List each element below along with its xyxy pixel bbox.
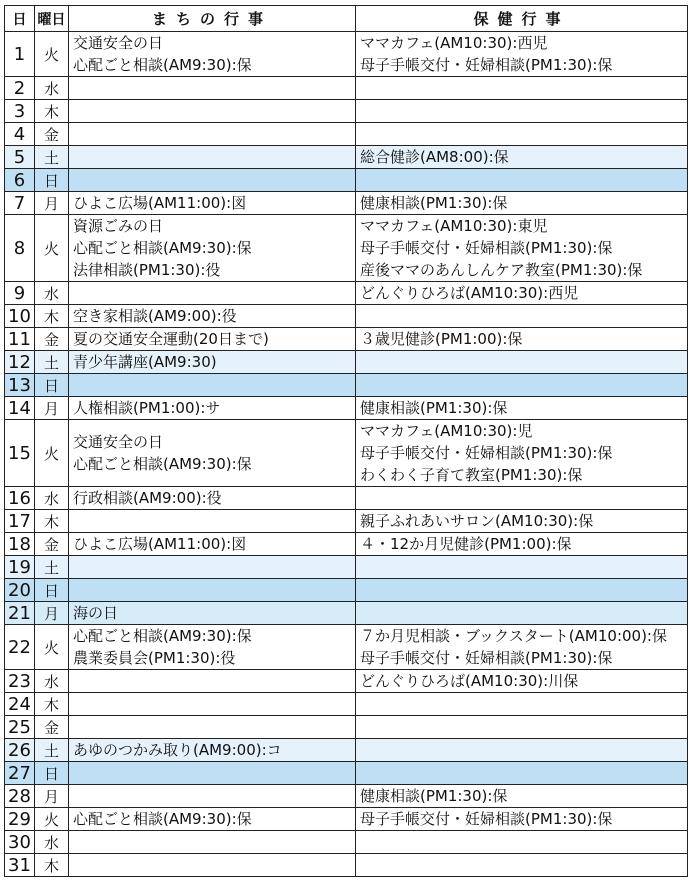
weekday: 日 <box>35 169 69 192</box>
town-event: 夏の交通安全運動(20日まで) <box>73 330 269 348</box>
health-event: 母子手帳交付・妊婦相談(PM1:30):保 <box>360 56 613 74</box>
town-events-cell <box>69 693 356 716</box>
day-number: 29 <box>5 808 35 831</box>
day-number: 8 <box>5 215 35 282</box>
health-events-cell <box>356 100 688 123</box>
weekday: 金 <box>35 716 69 739</box>
day-number: 26 <box>5 739 35 762</box>
town-event: 心配ごと相談(AM9:30):保 <box>73 627 252 645</box>
town-event: 法律相談(PM1:30):役 <box>73 261 221 279</box>
health-events-cell <box>356 397 688 420</box>
weekday: 火 <box>35 625 69 670</box>
day-number: 1 <box>5 32 35 77</box>
health-events-cell <box>356 146 688 169</box>
health-events-cell <box>356 305 688 328</box>
health-events-cell <box>356 328 688 351</box>
weekday: 日 <box>35 579 69 602</box>
weekday: 水 <box>35 487 69 510</box>
table-header <box>5 6 688 32</box>
town-event: 心配ごと相談(AM9:30):保 <box>73 56 252 74</box>
day-number: 7 <box>5 192 35 215</box>
health-events-cell <box>356 282 688 305</box>
day-number: 17 <box>5 510 35 533</box>
town-event: ひよこ広場(AM11:00):図 <box>73 535 247 553</box>
health-events-cell <box>356 192 688 215</box>
health-event: わくわく子育て教室(PM1:30):保 <box>360 466 583 484</box>
day-number: 3 <box>5 100 35 123</box>
header-town-events: まちの行事 <box>69 6 356 32</box>
health-events-cell <box>356 32 688 77</box>
health-event: ママカフェ(AM10:30):児 <box>360 422 533 440</box>
town-events-cell <box>69 397 356 420</box>
weekday: 月 <box>35 192 69 215</box>
weekday: 木 <box>35 693 69 716</box>
day-number: 12 <box>5 351 35 374</box>
town-events-cell <box>69 556 356 579</box>
town-events-cell <box>69 328 356 351</box>
day-number: 13 <box>5 374 35 397</box>
town-events-cell <box>69 716 356 739</box>
health-event: 母子手帳交付・妊婦相談(PM1:30):保 <box>360 649 613 667</box>
table-row <box>5 854 688 877</box>
health-event: ママカフェ(AM10:30):西児 <box>360 34 548 52</box>
health-events-cell <box>356 785 688 808</box>
weekday: 月 <box>35 397 69 420</box>
health-events-cell <box>356 808 688 831</box>
weekday: 日 <box>35 374 69 397</box>
table-row <box>5 328 688 351</box>
day-number: 28 <box>5 785 35 808</box>
table-row <box>5 100 688 123</box>
health-events-cell <box>356 533 688 556</box>
health-events-cell <box>356 602 688 625</box>
health-events-cell <box>356 693 688 716</box>
health-event: 親子ふれあいサロン(AM10:30):保 <box>360 512 594 530</box>
town-events-cell <box>69 77 356 100</box>
town-event: 海の日 <box>73 604 119 622</box>
day-number: 6 <box>5 169 35 192</box>
header-weekday: 曜日 <box>35 6 69 32</box>
table-row <box>5 305 688 328</box>
table-row <box>5 420 688 487</box>
town-events-cell <box>69 215 356 282</box>
town-events-cell <box>69 602 356 625</box>
calendar-container <box>4 5 688 877</box>
table-row <box>5 487 688 510</box>
health-events-cell <box>356 670 688 693</box>
day-number: 25 <box>5 716 35 739</box>
health-events-cell <box>356 510 688 533</box>
weekday: 土 <box>35 146 69 169</box>
day-number: 27 <box>5 762 35 785</box>
health-events-cell <box>356 487 688 510</box>
weekday: 水 <box>35 831 69 854</box>
weekday: 土 <box>35 739 69 762</box>
table-row <box>5 215 688 282</box>
weekday: 土 <box>35 351 69 374</box>
town-events-cell <box>69 579 356 602</box>
town-events-cell <box>69 192 356 215</box>
weekday: 月 <box>35 602 69 625</box>
table-row <box>5 625 688 670</box>
weekday: 火 <box>35 420 69 487</box>
day-number: 15 <box>5 420 35 487</box>
weekday: 土 <box>35 556 69 579</box>
table-row <box>5 670 688 693</box>
table-row <box>5 169 688 192</box>
town-event: 心配ごと相談(AM9:30):保 <box>73 810 252 828</box>
table-row <box>5 374 688 397</box>
town-events-cell <box>69 32 356 77</box>
health-events-cell <box>356 739 688 762</box>
town-event: あゆのつかみ取り(AM9:00):コ <box>73 741 282 759</box>
health-event: どんぐりひろば(AM10:30):西児 <box>360 284 579 302</box>
town-events-cell <box>69 351 356 374</box>
weekday: 木 <box>35 510 69 533</box>
table-row <box>5 192 688 215</box>
table-row <box>5 693 688 716</box>
table-row <box>5 77 688 100</box>
weekday: 金 <box>35 328 69 351</box>
town-events-cell <box>69 831 356 854</box>
town-events-cell <box>69 533 356 556</box>
table-row <box>5 123 688 146</box>
health-event: 母子手帳交付・妊婦相談(PM1:30):保 <box>360 810 613 828</box>
health-events-cell <box>356 374 688 397</box>
table-row <box>5 510 688 533</box>
town-event: 空き家相談(AM9:00):役 <box>73 307 237 325</box>
town-events-cell <box>69 123 356 146</box>
town-event: 青少年講座(AM9:30) <box>73 353 217 371</box>
table-row <box>5 397 688 420</box>
health-event: ４・12か月児健診(PM1:00):保 <box>360 535 572 553</box>
town-event: 資源ごみの日 <box>73 217 164 235</box>
health-event: 産後ママのあんしんケア教室(PM1:30):保 <box>360 261 643 279</box>
town-events-cell <box>69 169 356 192</box>
weekday: 火 <box>35 32 69 77</box>
town-events-cell <box>69 739 356 762</box>
day-number: 5 <box>5 146 35 169</box>
day-number: 2 <box>5 77 35 100</box>
health-event: 母子手帳交付・妊婦相談(PM1:30):保 <box>360 239 613 257</box>
table-row <box>5 282 688 305</box>
day-number: 10 <box>5 305 35 328</box>
health-events-cell <box>356 579 688 602</box>
table-row <box>5 533 688 556</box>
day-number: 19 <box>5 556 35 579</box>
table-row <box>5 762 688 785</box>
town-event: 行政相談(AM9:00):役 <box>73 489 222 507</box>
town-events-cell <box>69 808 356 831</box>
town-event: 交通安全の日 <box>73 433 164 451</box>
weekday: 水 <box>35 670 69 693</box>
weekday: 金 <box>35 123 69 146</box>
table-row <box>5 831 688 854</box>
health-event: 健康相談(PM1:30):保 <box>360 194 508 212</box>
health-event: ３歳児健診(PM1:00):保 <box>360 330 523 348</box>
event-calendar-table <box>4 5 688 877</box>
health-events-cell <box>356 831 688 854</box>
table-row <box>5 556 688 579</box>
day-number: 23 <box>5 670 35 693</box>
health-events-cell <box>356 215 688 282</box>
town-events-cell <box>69 854 356 877</box>
town-events-cell <box>69 305 356 328</box>
weekday: 木 <box>35 305 69 328</box>
town-events-cell <box>69 487 356 510</box>
day-number: 20 <box>5 579 35 602</box>
table-body <box>5 32 688 877</box>
header-day: 日 <box>5 6 35 32</box>
town-events-cell <box>69 282 356 305</box>
weekday: 日 <box>35 762 69 785</box>
table-row <box>5 716 688 739</box>
health-events-cell <box>356 351 688 374</box>
health-event: ママカフェ(AM10:30):東児 <box>360 217 548 235</box>
health-events-cell <box>356 625 688 670</box>
town-events-cell <box>69 785 356 808</box>
weekday: 火 <box>35 808 69 831</box>
day-number: 22 <box>5 625 35 670</box>
town-events-cell <box>69 374 356 397</box>
table-row <box>5 579 688 602</box>
town-events-cell <box>69 670 356 693</box>
health-events-cell <box>356 169 688 192</box>
town-event: 心配ごと相談(AM9:30):保 <box>73 239 252 257</box>
health-event: どんぐりひろば(AM10:30):川保 <box>360 672 579 690</box>
weekday: 木 <box>35 100 69 123</box>
health-event: 総合健診(AM8:00):保 <box>360 148 509 166</box>
health-event: 健康相談(PM1:30):保 <box>360 787 508 805</box>
town-event: 人権相談(PM1:00):サ <box>73 399 221 417</box>
town-event: 心配ごと相談(AM9:30):保 <box>73 455 252 473</box>
day-number: 31 <box>5 854 35 877</box>
table-row <box>5 351 688 374</box>
day-number: 21 <box>5 602 35 625</box>
health-events-cell <box>356 420 688 487</box>
town-event: ひよこ広場(AM11:00):図 <box>73 194 247 212</box>
health-event: 健康相談(PM1:30):保 <box>360 399 508 417</box>
day-number: 30 <box>5 831 35 854</box>
weekday: 水 <box>35 282 69 305</box>
table-row <box>5 808 688 831</box>
day-number: 4 <box>5 123 35 146</box>
day-number: 18 <box>5 533 35 556</box>
table-row <box>5 146 688 169</box>
health-events-cell <box>356 77 688 100</box>
day-number: 16 <box>5 487 35 510</box>
header-health-events: 保健行事 <box>356 6 688 32</box>
day-number: 24 <box>5 693 35 716</box>
town-events-cell <box>69 762 356 785</box>
health-events-cell <box>356 556 688 579</box>
health-event: 母子手帳交付・妊婦相談(PM1:30):保 <box>360 444 613 462</box>
health-events-cell <box>356 716 688 739</box>
table-row <box>5 32 688 77</box>
weekday: 金 <box>35 533 69 556</box>
town-events-cell <box>69 510 356 533</box>
table-row <box>5 602 688 625</box>
weekday: 火 <box>35 215 69 282</box>
table-row <box>5 785 688 808</box>
town-event: 農業委員会(PM1:30):役 <box>73 649 236 667</box>
town-events-cell <box>69 420 356 487</box>
town-event: 交通安全の日 <box>73 34 164 52</box>
day-number: 11 <box>5 328 35 351</box>
table-row <box>5 739 688 762</box>
weekday: 木 <box>35 854 69 877</box>
weekday: 月 <box>35 785 69 808</box>
health-events-cell <box>356 123 688 146</box>
town-events-cell <box>69 625 356 670</box>
weekday: 水 <box>35 77 69 100</box>
day-number: 9 <box>5 282 35 305</box>
town-events-cell <box>69 146 356 169</box>
town-events-cell <box>69 100 356 123</box>
health-event: ７か月児相談・ブックスタート(AM10:00):保 <box>360 627 667 645</box>
health-events-cell <box>356 854 688 877</box>
day-number: 14 <box>5 397 35 420</box>
health-events-cell <box>356 762 688 785</box>
